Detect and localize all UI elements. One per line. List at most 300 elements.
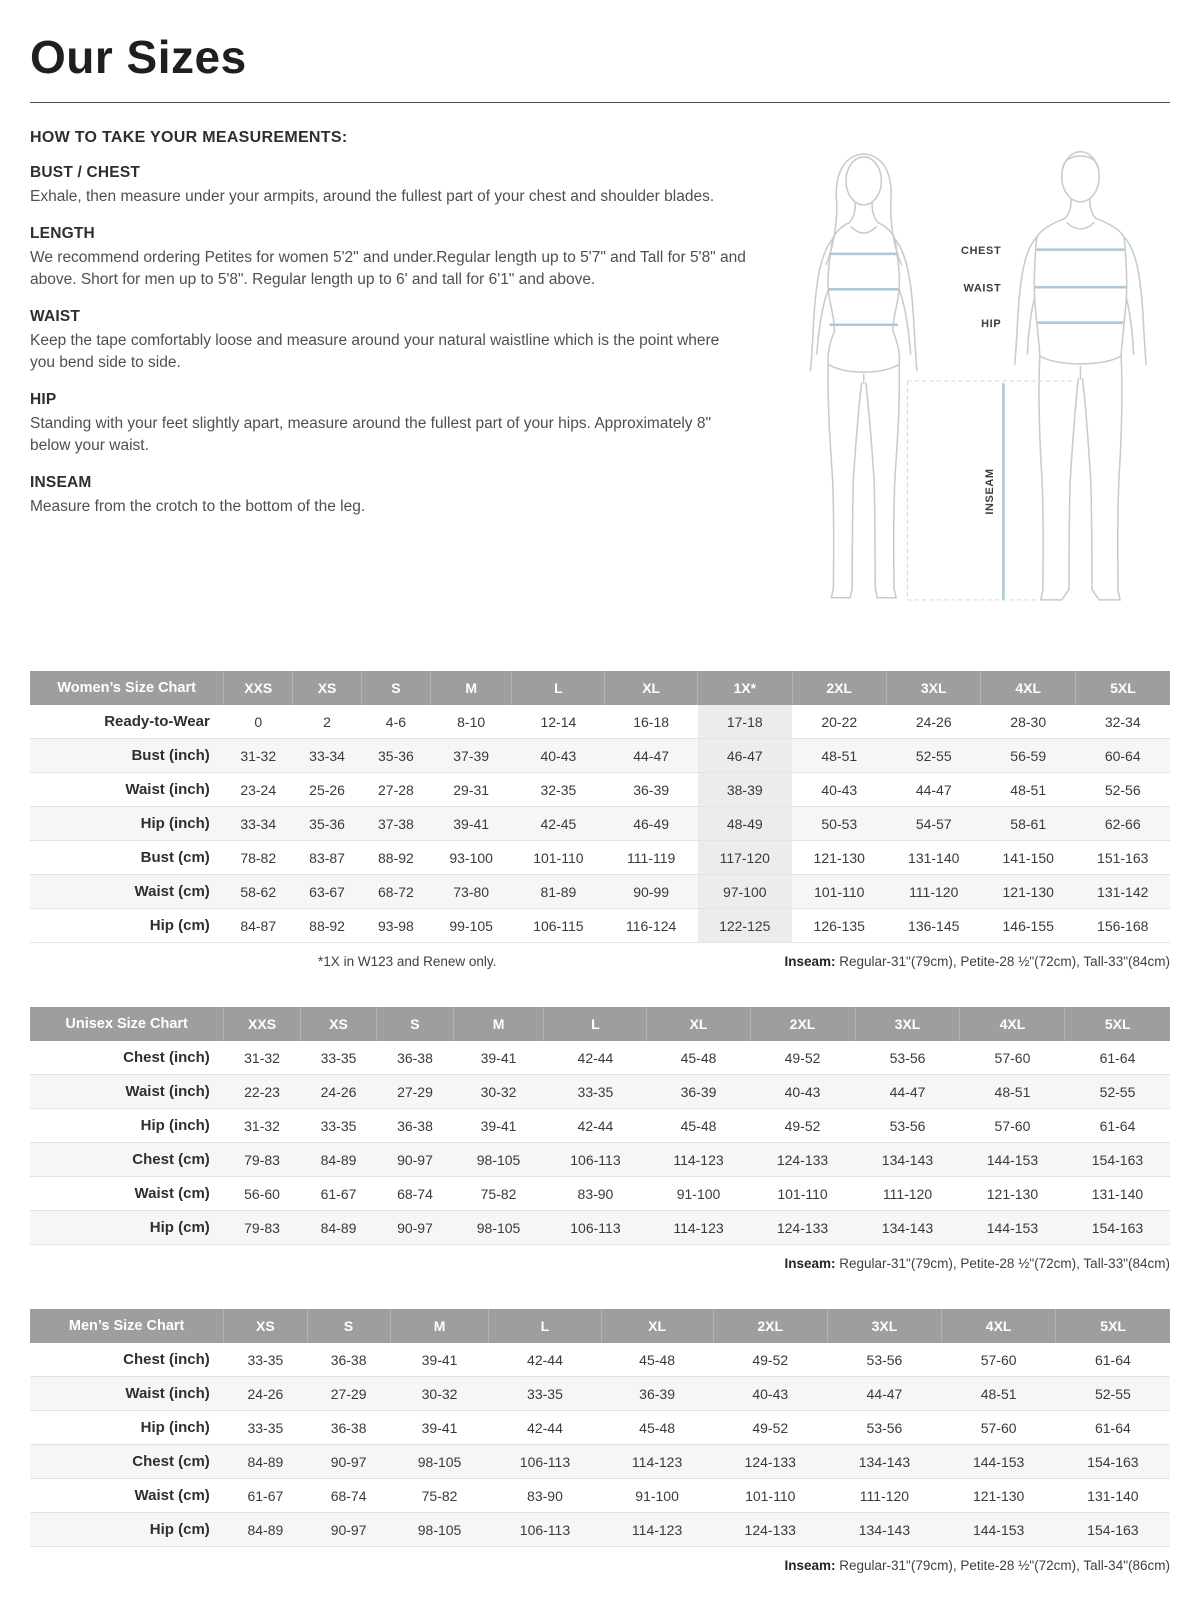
size-value-cell: 99-105 [449, 917, 493, 934]
row-label: Waist (inch) [125, 1083, 210, 1101]
size-column-header: 5XL [1065, 1007, 1170, 1041]
size-value-cell: 33-35 [527, 1385, 563, 1402]
size-value-cell: 31-32 [244, 1117, 280, 1134]
size-value-cell: 156-168 [1097, 917, 1149, 934]
womens-table-header [30, 671, 1170, 705]
size-value-cell: 50-53 [821, 815, 858, 832]
row-label: Waist (cm) [134, 1185, 210, 1203]
size-column-header: 3XL [827, 1309, 941, 1343]
mens-size-chart-table [30, 1309, 1170, 1547]
size-value-cell: 144-153 [986, 1151, 1039, 1168]
size-value-cell: 78-82 [240, 849, 277, 866]
page-title: Our Sizes [30, 31, 247, 83]
row-label: Waist (cm) [134, 883, 210, 901]
size-value-cell: 122-125 [698, 909, 792, 943]
size-column-header: XS [300, 1007, 376, 1041]
size-value-cell: 121-130 [972, 1487, 1025, 1504]
size-value-cell: 116-124 [625, 917, 677, 934]
size-value-cell: 24-26 [915, 713, 952, 730]
size-column-header: XS [224, 1309, 307, 1343]
size-value-cell: 44-47 [633, 747, 670, 764]
table-title: Women’s Size Chart [30, 671, 224, 705]
measurement-section [30, 391, 748, 457]
mens-inseam-footnote [784, 1558, 1170, 1573]
size-value-cell: 22-23 [244, 1083, 280, 1100]
mens-table-body [30, 1343, 1170, 1547]
table-title: Unisex Size Chart [30, 1007, 224, 1041]
row-label: Hip (inch) [140, 1419, 210, 1437]
size-value-cell: 40-43 [821, 781, 858, 798]
size-value-cell: 53-56 [889, 1117, 926, 1134]
size-value-cell: 90-97 [330, 1453, 367, 1470]
size-value-cell: 40-43 [752, 1385, 789, 1402]
size-value-cell: 114-123 [631, 1453, 683, 1470]
size-value-cell: 121-130 [813, 849, 865, 866]
table-row [30, 875, 1170, 909]
size-value-cell: 36-38 [330, 1419, 367, 1436]
size-value-cell: 144-153 [972, 1521, 1025, 1538]
size-value-cell: 2 [323, 713, 331, 730]
table-row [30, 705, 1170, 739]
size-value-cell: 106-113 [570, 1151, 621, 1168]
size-value-cell: 62-66 [1104, 815, 1141, 832]
table-row [30, 1109, 1170, 1143]
size-value-cell: 106-113 [519, 1453, 571, 1470]
size-column-header: L [489, 1309, 601, 1343]
inseam-footnote-label: Inseam: [784, 1256, 836, 1272]
size-value-cell: 56-59 [1010, 747, 1047, 764]
size-value-cell: 48-51 [980, 1385, 1017, 1402]
size-value-cell: 68-74 [397, 1185, 433, 1202]
size-value-cell: 114-123 [673, 1219, 724, 1236]
size-value-cell: 31-32 [244, 1049, 280, 1066]
size-value-cell: 24-26 [247, 1385, 284, 1402]
size-value-cell: 39-41 [480, 1049, 517, 1066]
section-body: Measure from the crotch to the bottom of the leg. [30, 498, 366, 515]
inseam-footnote-label: Inseam: [784, 1558, 836, 1574]
size-value-cell: 84-87 [240, 917, 277, 934]
waist-label: WAIST [963, 282, 1002, 295]
row-label: Hip (inch) [140, 815, 210, 833]
size-value-cell: 75-82 [480, 1185, 517, 1202]
size-value-cell: 124-133 [744, 1521, 796, 1538]
size-value-cell: 48-51 [994, 1083, 1031, 1100]
size-value-cell: 35-36 [309, 815, 345, 832]
table-row [30, 1343, 1170, 1377]
size-value-cell: 39-41 [480, 1117, 517, 1134]
size-value-cell: 81-89 [540, 883, 577, 900]
size-value-cell: 12-14 [540, 713, 577, 730]
size-value-cell: 40-43 [784, 1083, 821, 1100]
size-value-cell: 49-52 [784, 1049, 821, 1066]
size-value-cell: 45-48 [639, 1351, 675, 1368]
size-value-cell: 39-41 [421, 1351, 458, 1368]
mens-table-footnotes [30, 1558, 1170, 1573]
size-value-cell: 42-44 [577, 1117, 614, 1134]
inseam-footnote-text: Regular-31"(79cm), Petite-28 ½"(72cm), Tall-33"(84cm) [835, 954, 1170, 970]
section-body: Standing with your feet slightly apart, measure around the fullest part of your hips. Approximately 8" below your waist. [30, 415, 711, 454]
size-value-cell: 57-60 [980, 1419, 1017, 1436]
size-value-cell: 98-105 [476, 1219, 521, 1236]
section-title: LENGTH [30, 225, 95, 242]
size-value-cell: 91-100 [635, 1487, 679, 1504]
size-value-cell: 44-47 [866, 1385, 903, 1402]
size-value-cell: 88-92 [309, 917, 345, 934]
size-column-header: 3XL [855, 1007, 960, 1041]
size-value-cell: 33-34 [240, 815, 277, 832]
size-value-cell: 73-80 [453, 883, 490, 900]
size-value-cell: 106-113 [519, 1521, 571, 1538]
womens-table-footnotes [30, 954, 1170, 969]
size-value-cell: 45-48 [639, 1419, 675, 1436]
size-value-cell: 25-26 [309, 781, 345, 798]
size-value-cell: 101-110 [777, 1185, 828, 1202]
size-value-cell: 136-145 [908, 917, 960, 934]
size-value-cell: 27-29 [330, 1385, 367, 1402]
size-value-cell: 52-55 [1094, 1385, 1131, 1402]
row-label: Hip (inch) [140, 1117, 210, 1135]
size-value-cell: 106-113 [570, 1219, 621, 1236]
size-value-cell: 111-120 [909, 883, 959, 900]
row-label: Chest (inch) [123, 1351, 210, 1369]
size-value-cell: 49-52 [752, 1351, 789, 1368]
table-row [30, 1041, 1170, 1075]
table-row [30, 1211, 1170, 1245]
size-value-cell: 131-140 [908, 849, 960, 866]
size-value-cell: 124-133 [776, 1151, 829, 1168]
size-value-cell: 90-97 [330, 1521, 367, 1538]
size-value-cell: 134-143 [881, 1151, 934, 1168]
womens-inseam-footnote [784, 954, 1170, 969]
instructions-heading: HOW TO TAKE YOUR MEASUREMENTS: [30, 129, 348, 146]
size-value-cell: 33-35 [577, 1083, 614, 1100]
size-value-cell: 58-62 [240, 883, 277, 900]
size-value-cell: 146-155 [1002, 917, 1054, 934]
size-column-header: 2XL [713, 1309, 827, 1343]
size-column-header: S [377, 1007, 453, 1041]
size-column-header: 3XL [886, 671, 980, 705]
size-value-cell: 68-72 [378, 883, 414, 900]
top-area [30, 129, 1170, 633]
section-title: INSEAM [30, 474, 92, 491]
unisex-size-chart-table [30, 1007, 1170, 1245]
size-value-cell: 61-64 [1094, 1351, 1131, 1368]
measurement-section [30, 164, 748, 208]
size-value-cell: 45-48 [680, 1049, 717, 1066]
size-value-cell: 40-43 [540, 747, 577, 764]
size-value-cell: 46-47 [698, 739, 792, 773]
size-value-cell: 45-48 [680, 1117, 717, 1134]
female-figure-outline [811, 154, 917, 598]
size-value-cell: 53-56 [889, 1049, 926, 1066]
size-column-header: M [430, 671, 512, 705]
size-value-cell: 131-140 [1091, 1185, 1144, 1202]
size-column-header: 4XL [981, 671, 1075, 705]
title-divider [30, 102, 1170, 103]
size-column-header: 4XL [942, 1309, 1056, 1343]
size-value-cell: 48-51 [1010, 781, 1047, 798]
size-value-cell: 56-60 [244, 1185, 280, 1202]
size-value-cell: 24-26 [320, 1083, 357, 1100]
size-value-cell: 46-49 [633, 815, 670, 832]
table-row [30, 1445, 1170, 1479]
size-value-cell: 83-87 [309, 849, 345, 866]
size-value-cell: 42-45 [540, 815, 577, 832]
table-row [30, 1143, 1170, 1177]
size-value-cell: 144-153 [972, 1453, 1025, 1470]
size-value-cell: 83-90 [527, 1487, 563, 1504]
measurement-section [30, 474, 748, 518]
size-value-cell: 39-41 [421, 1419, 458, 1436]
size-column-header: M [390, 1309, 489, 1343]
size-value-cell: 101-110 [745, 1487, 796, 1504]
size-value-cell: 114-123 [631, 1521, 683, 1538]
body-measurement-diagram [772, 129, 1168, 633]
measurement-section [30, 308, 748, 374]
size-column-header: XS [293, 671, 362, 705]
size-value-cell: 44-47 [889, 1083, 926, 1100]
size-value-cell: 93-98 [378, 917, 414, 934]
size-value-cell: 111-119 [627, 849, 676, 866]
size-value-cell: 134-143 [858, 1453, 911, 1470]
unisex-table-body [30, 1041, 1170, 1245]
size-value-cell: 111-120 [882, 1185, 933, 1202]
unisex-table-header [30, 1007, 1170, 1041]
size-value-cell: 90-97 [397, 1151, 433, 1168]
size-value-cell: 84-89 [320, 1151, 357, 1168]
measurement-lines [828, 250, 1126, 600]
inseam-footnote-text: Regular-31"(79cm), Petite-28 ½"(72cm), Tall-34"(86cm) [835, 1558, 1170, 1574]
size-value-cell: 27-29 [397, 1083, 433, 1100]
inseam-footnote-text: Regular-31"(79cm), Petite-28 ½"(72cm), Tall-33"(84cm) [835, 1256, 1170, 1272]
size-value-cell: 36-38 [397, 1117, 433, 1134]
size-value-cell: 52-55 [915, 747, 952, 764]
size-value-cell: 48-49 [698, 807, 792, 841]
size-value-cell: 84-89 [320, 1219, 357, 1236]
size-value-cell: 33-35 [247, 1419, 284, 1436]
size-column-header: XL [601, 1309, 713, 1343]
size-value-cell: 154-163 [1087, 1521, 1139, 1538]
size-value-cell: 144-153 [986, 1219, 1039, 1236]
size-column-header: S [307, 1309, 390, 1343]
size-value-cell: 98-105 [417, 1521, 462, 1538]
size-value-cell: 124-133 [776, 1219, 829, 1236]
size-value-cell: 35-36 [378, 747, 414, 764]
size-value-cell: 42-44 [527, 1419, 563, 1436]
size-value-cell: 84-89 [247, 1521, 284, 1538]
measurement-sections [30, 164, 748, 518]
row-label: Bust (inch) [131, 747, 210, 765]
size-value-cell: 36-39 [680, 1083, 717, 1100]
size-value-cell: 44-47 [915, 781, 952, 798]
section-body: Keep the tape comfortably loose and measure around your natural waistline which is the point where you bend side to side. [30, 332, 720, 371]
size-value-cell: 93-100 [449, 849, 493, 866]
size-value-cell: 20-22 [821, 713, 858, 730]
size-value-cell: 57-60 [994, 1049, 1031, 1066]
size-value-cell: 117-120 [698, 841, 792, 875]
size-value-cell: 88-92 [378, 849, 414, 866]
size-value-cell: 58-61 [1010, 815, 1047, 832]
size-value-cell: 33-35 [320, 1049, 357, 1066]
row-label: Waist (inch) [125, 1385, 210, 1403]
size-value-cell: 23-24 [240, 781, 277, 798]
size-value-cell: 49-52 [784, 1117, 821, 1134]
inseam-footnote-label: Inseam: [784, 954, 836, 970]
size-value-cell: 49-52 [752, 1419, 789, 1436]
size-value-cell: 32-35 [540, 781, 577, 798]
size-value-cell: 4-6 [385, 713, 407, 730]
size-value-cell: 0 [254, 713, 263, 730]
size-value-cell: 30-32 [480, 1083, 517, 1100]
section-body: We recommend ordering Petites for women 5'2" and under.Regular length up to 5'7" and Tall for 5'8" and above. Short for men up to 5'8". Regular length up to 6' and tall for 6'1" and above. [30, 249, 746, 288]
size-value-cell: 83-90 [577, 1185, 614, 1202]
size-value-cell: 90-97 [397, 1219, 433, 1236]
size-value-cell: 29-31 [453, 781, 490, 798]
size-value-cell: 134-143 [881, 1219, 934, 1236]
section-title: WAIST [30, 308, 81, 325]
measurement-instructions [30, 129, 748, 633]
male-figure-outline [1015, 152, 1146, 600]
size-value-cell: 36-39 [639, 1385, 675, 1402]
table-row [30, 841, 1170, 875]
size-value-cell: 121-130 [1002, 883, 1054, 900]
size-column-header: S [361, 671, 430, 705]
size-column-header: 5XL [1056, 1309, 1170, 1343]
row-label: Hip (cm) [149, 917, 210, 935]
size-value-cell: 126-135 [813, 917, 865, 934]
size-value-cell: 106-115 [533, 917, 584, 934]
row-label: Bust (cm) [140, 849, 210, 867]
size-column-header: 2XL [750, 1007, 855, 1041]
table-row [30, 773, 1170, 807]
size-value-cell: 61-67 [247, 1487, 284, 1504]
size-value-cell: 61-64 [1094, 1419, 1131, 1436]
table-row [30, 1075, 1170, 1109]
section-body: Exhale, then measure under your armpits, around the fullest part of your chest and shoulder blades. [30, 188, 715, 205]
size-column-header: M [453, 1007, 544, 1041]
table-title: Men’s Size Chart [30, 1309, 224, 1343]
size-value-cell: 57-60 [994, 1117, 1031, 1134]
chest-label: CHEST [961, 244, 1002, 257]
size-value-cell: 154-163 [1091, 1219, 1144, 1236]
size-value-cell: 151-163 [1097, 849, 1149, 866]
size-column-header: XXS [224, 671, 293, 705]
size-value-cell: 91-100 [676, 1185, 721, 1202]
row-label: Ready-to-Wear [104, 713, 210, 731]
size-value-cell: 154-163 [1091, 1151, 1144, 1168]
size-value-cell: 53-56 [866, 1419, 903, 1436]
table-row [30, 1513, 1170, 1547]
size-value-cell: 52-55 [1099, 1083, 1136, 1100]
size-value-cell: 30-32 [421, 1385, 458, 1402]
row-label: Chest (cm) [132, 1151, 210, 1169]
size-value-cell: 39-41 [453, 815, 490, 832]
size-value-cell: 33-35 [247, 1351, 284, 1368]
table-row [30, 739, 1170, 773]
size-value-cell: 61-64 [1099, 1117, 1136, 1134]
size-value-cell: 124-133 [744, 1453, 796, 1470]
measurement-section [30, 225, 748, 291]
size-value-cell: 33-35 [320, 1117, 357, 1134]
size-value-cell: 90-99 [633, 883, 670, 900]
womens-1x-footnote: *1X in W123 and Renew only. [318, 954, 497, 970]
size-value-cell: 131-140 [1087, 1487, 1139, 1504]
row-label: Hip (cm) [149, 1521, 210, 1539]
size-value-cell: 27-28 [378, 781, 414, 798]
size-value-cell: 54-57 [915, 815, 952, 832]
size-value-cell: 48-51 [821, 747, 858, 764]
inseam-label: INSEAM [983, 468, 996, 515]
size-value-cell: 101-110 [533, 849, 584, 866]
size-value-cell: 16-18 [633, 713, 670, 730]
size-value-cell: 36-38 [330, 1351, 367, 1368]
size-value-cell: 37-38 [378, 815, 414, 832]
size-value-cell: 42-44 [577, 1049, 614, 1066]
size-value-cell: 121-130 [986, 1185, 1039, 1202]
size-value-cell: 36-39 [633, 781, 670, 798]
table-row [30, 1377, 1170, 1411]
size-value-cell: 79-83 [244, 1219, 280, 1236]
size-column-header: 4XL [960, 1007, 1065, 1041]
size-column-header: XL [647, 1007, 750, 1041]
size-value-cell: 131-142 [1097, 883, 1149, 900]
size-column-header: L [544, 1007, 647, 1041]
size-value-cell: 53-56 [866, 1351, 903, 1368]
size-value-cell: 31-32 [240, 747, 277, 764]
size-value-cell: 84-89 [247, 1453, 284, 1470]
size-value-cell: 79-83 [244, 1151, 280, 1168]
size-value-cell: 38-39 [698, 773, 792, 807]
size-value-cell: 68-74 [330, 1487, 367, 1504]
mens-table-header [30, 1309, 1170, 1343]
size-value-cell: 61-64 [1099, 1049, 1136, 1066]
table-row [30, 1479, 1170, 1513]
size-value-cell: 98-105 [417, 1453, 462, 1470]
hip-label: HIP [981, 317, 1002, 330]
womens-table-body [30, 705, 1170, 943]
size-value-cell: 75-82 [421, 1487, 458, 1504]
unisex-inseam-footnote [784, 1256, 1170, 1271]
size-value-cell: 61-67 [320, 1185, 357, 1202]
size-value-cell: 42-44 [527, 1351, 563, 1368]
size-value-cell: 17-18 [698, 705, 792, 739]
size-column-header: XXS [224, 1007, 300, 1041]
size-value-cell: 154-163 [1087, 1453, 1139, 1470]
size-value-cell: 8-10 [457, 713, 486, 730]
size-column-header: 1X* [698, 671, 792, 705]
size-column-header: 5XL [1075, 671, 1170, 705]
size-value-cell: 63-67 [309, 883, 345, 900]
row-label: Chest (inch) [123, 1049, 210, 1067]
table-row [30, 1411, 1170, 1445]
womens-size-chart-table [30, 671, 1170, 943]
size-value-cell: 28-30 [1010, 713, 1047, 730]
size-value-cell: 57-60 [980, 1351, 1017, 1368]
table-row [30, 909, 1170, 943]
table-row [30, 807, 1170, 841]
size-value-cell: 114-123 [673, 1151, 724, 1168]
row-label: Waist (inch) [125, 781, 210, 799]
row-label: Hip (cm) [149, 1219, 210, 1237]
size-value-cell: 141-150 [1002, 849, 1054, 866]
size-value-cell: 52-56 [1104, 781, 1141, 798]
row-label: Waist (cm) [134, 1487, 210, 1505]
table-row [30, 1177, 1170, 1211]
section-title: HIP [30, 391, 57, 408]
unisex-table-footnotes [30, 1256, 1170, 1271]
size-value-cell: 32-34 [1104, 713, 1141, 730]
section-title: BUST / CHEST [30, 164, 141, 181]
